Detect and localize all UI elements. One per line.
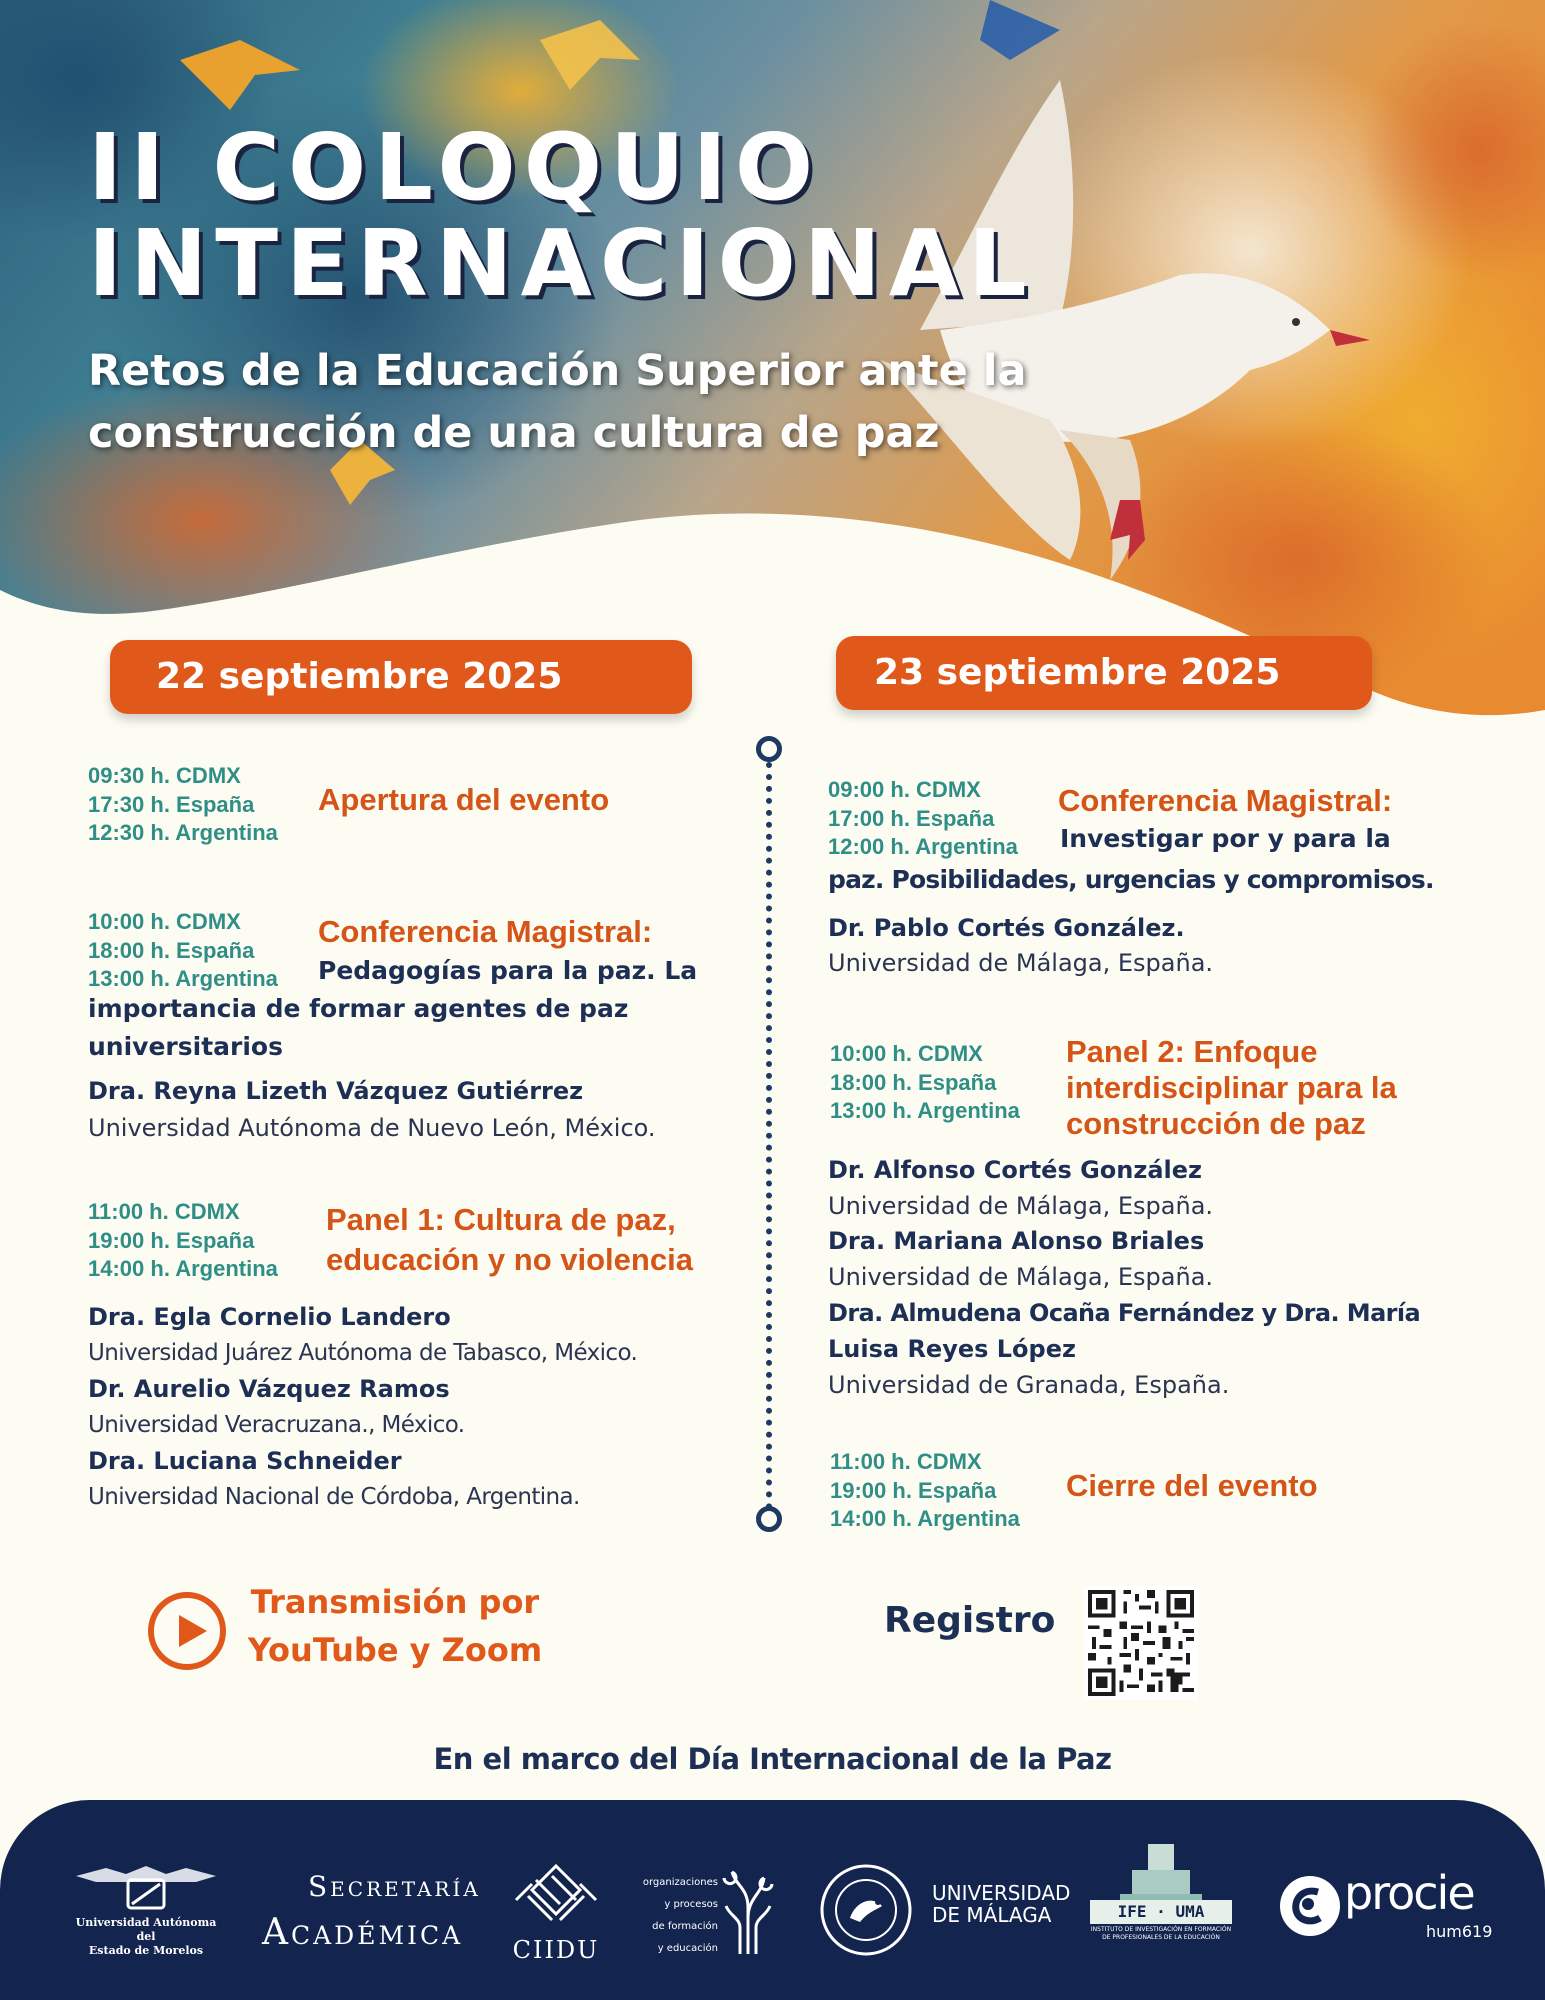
- time-argentina: 12:00 h. Argentina: [828, 834, 1018, 859]
- marco-text: En el marco del Día Internacional de la Paz: [433, 1742, 1112, 1776]
- logo-text: CIIDU: [512, 1936, 600, 1964]
- speaker-institution: Universidad Nacional de Córdoba, Argentina.: [88, 1484, 580, 1510]
- speaker-name: Dr. Alfonso Cortés González: [828, 1156, 1202, 1184]
- speaker-name: Dra. Egla Cornelio Landero: [88, 1303, 451, 1331]
- time-espana: 18:00 h. España: [88, 937, 255, 963]
- day1-event2-talk-line3: universitarios: [88, 1032, 283, 1061]
- stream-info: [240, 1578, 550, 1674]
- time-cdmx: 10:00 h. CDMX: [88, 909, 241, 934]
- time-cdmx: 09:00 h. CDMX: [828, 777, 981, 802]
- subtitle-line-2: construcción de una cultura de paz: [88, 408, 940, 458]
- day2-event3-title: Cierre del evento: [1066, 1468, 1318, 1503]
- event-subtitle: [88, 340, 1068, 464]
- logo-text-line: Secretaría: [308, 1870, 481, 1903]
- logo-subtext: INSTITUTO DE INVESTIGACIÓN EN FORMACIÓN DE PROFESIONALES DE LA EDUCACIÓN: [1090, 1926, 1232, 1941]
- logo-text-line: y educación: [657, 1943, 718, 1954]
- timeline-divider: [766, 762, 772, 1510]
- event-title: [88, 114, 1035, 317]
- stream-line: YouTube y Zoom: [247, 1631, 543, 1669]
- speaker-institution: Universidad de Málaga, España.: [828, 1263, 1214, 1291]
- day1-event2-title: Conferencia Magistral:: [318, 914, 653, 949]
- timeline-start-dot: [756, 736, 782, 762]
- time-argentina: 14:00 h. Argentina: [830, 1506, 1020, 1531]
- tree-icon: [718, 1858, 778, 1958]
- procie-logo-text: procie: [1344, 1866, 1474, 1920]
- speaker-name: Luisa Reyes López: [828, 1335, 1076, 1363]
- secretaria-academica-logo: [262, 1864, 481, 1956]
- title-line: Panel 2: Enfoque: [1066, 1034, 1318, 1069]
- title-line-2: INTERNACIONAL: [88, 210, 1035, 317]
- speaker-name: Dra. Almudena Ocaña Fernández y Dra. María: [828, 1299, 1421, 1327]
- day2-event1-times: [828, 776, 1018, 862]
- subtitle-line-1: Retos de la Educación Superior ante la: [88, 346, 1027, 396]
- logo-text-line: Universidad Autónoma del: [75, 1916, 217, 1943]
- title-line: educación y no violencia: [326, 1242, 693, 1277]
- organizaciones-logo: [636, 1872, 718, 1960]
- stream-line: Transmisión por: [250, 1583, 540, 1621]
- day1-event3-title: [326, 1200, 693, 1280]
- speaker-institution: Universidad de Málaga, España.: [828, 1192, 1214, 1220]
- speaker-institution: Universidad Veracruzana., México.: [88, 1412, 465, 1438]
- logo-text-line: de formación: [652, 1921, 718, 1932]
- time-cdmx: 11:00 h. CDMX: [830, 1449, 982, 1474]
- day1-event2-talk-line2: importancia de formar agentes de paz: [88, 994, 629, 1023]
- ciidu-knot-icon: [506, 1862, 606, 1932]
- logo-text-line: Estado de Morelos: [88, 1944, 204, 1957]
- logo-text-line: y procesos: [664, 1899, 718, 1910]
- day1-date-pill: 22 septiembre 2025: [110, 640, 692, 714]
- day2-event1-talk-line1: Investigar por y para la: [1060, 824, 1391, 853]
- logo-text: IFE · UMA: [1117, 1902, 1205, 1921]
- time-cdmx: 10:00 h. CDMX: [830, 1041, 983, 1066]
- footer-logos: [0, 1800, 1545, 2000]
- uaem-emblem-icon: [66, 1860, 226, 1910]
- play-icon[interactable]: [148, 1592, 226, 1670]
- time-argentina: 14:00 h. Argentina: [88, 1256, 278, 1281]
- time-argentina: 12:30 h. Argentina: [88, 820, 278, 845]
- speaker-name: Dra. Mariana Alonso Briales: [828, 1227, 1205, 1255]
- time-espana: 19:00 h. España: [88, 1227, 255, 1253]
- day1-event3-times: [88, 1198, 278, 1284]
- qr-code-icon: [1084, 1586, 1198, 1700]
- time-cdmx: 11:00 h. CDMX: [88, 1199, 240, 1224]
- logo-text-line: UNIVERSIDAD: [932, 1881, 1071, 1905]
- time-cdmx: 09:30 h. CDMX: [88, 763, 241, 788]
- ciidu-logo: [506, 1862, 606, 1962]
- day1-event2-talk-line1: Pedagogías para la paz. La: [318, 956, 698, 985]
- uaem-logo: [66, 1860, 226, 1960]
- time-espana: 17:30 h. España: [88, 791, 255, 817]
- time-espana: 17:00 h. España: [828, 805, 995, 831]
- day2-event1-talk-line2: paz. Posibilidades, urgencias y compromisos.: [828, 865, 1434, 894]
- speaker-name: Dra. Reyna Lizeth Vázquez Gutiérrez: [88, 1077, 584, 1105]
- timeline-end-dot: [756, 1506, 782, 1532]
- procie-icon: [1278, 1874, 1342, 1938]
- speaker-institution: Universidad de Granada, España.: [828, 1371, 1230, 1399]
- day2-event1-title: Conferencia Magistral:: [1058, 783, 1393, 818]
- title-line: construcción de paz: [1066, 1106, 1366, 1141]
- procie-logo-subtext: hum619: [1426, 1922, 1493, 1941]
- time-espana: 18:00 h. España: [830, 1069, 997, 1095]
- speaker-name: Dr. Aurelio Vázquez Ramos: [88, 1375, 450, 1403]
- logo-text-line: organizaciones: [642, 1877, 718, 1888]
- day1-event1-times: [88, 762, 278, 848]
- day2-event2-title: [1066, 1034, 1397, 1142]
- day1-event2-times: [88, 908, 278, 994]
- malaga-logo-text: [932, 1882, 1070, 1926]
- registro-label: Registro: [884, 1600, 1056, 1641]
- day2-date-pill: 23 septiembre 2025: [836, 636, 1372, 710]
- day2-event3-times: [830, 1448, 1020, 1534]
- registration-qr-code[interactable]: [1084, 1586, 1198, 1700]
- speaker-institution: Universidad Juárez Autónoma de Tabasco, México.: [88, 1340, 638, 1366]
- time-argentina: 13:00 h. Argentina: [88, 966, 278, 991]
- time-argentina: 13:00 h. Argentina: [830, 1098, 1020, 1123]
- title-line: Panel 1: Cultura de paz,: [326, 1202, 676, 1237]
- speaker-institution: Universidad Autónoma de Nuevo León, México.: [88, 1114, 656, 1142]
- speaker-name: Dra. Luciana Schneider: [88, 1447, 402, 1475]
- day2-event2-times: [830, 1040, 1020, 1126]
- day1-event1-title: Apertura del evento: [318, 782, 610, 817]
- title-line: interdisciplinar para la: [1066, 1070, 1397, 1105]
- logo-text-line: DE MÁLAGA: [932, 1903, 1052, 1927]
- speaker-institution: Universidad de Málaga, España.: [828, 949, 1214, 977]
- ife-uma-logo: [1090, 1844, 1232, 1954]
- logo-text-line: Académica: [262, 1912, 464, 1953]
- title-line-1: II COLOQUIO: [88, 114, 822, 221]
- malaga-seal-icon: [816, 1860, 916, 1960]
- speaker-name: Dr. Pablo Cortés González.: [828, 914, 1185, 942]
- time-espana: 19:00 h. España: [830, 1477, 997, 1503]
